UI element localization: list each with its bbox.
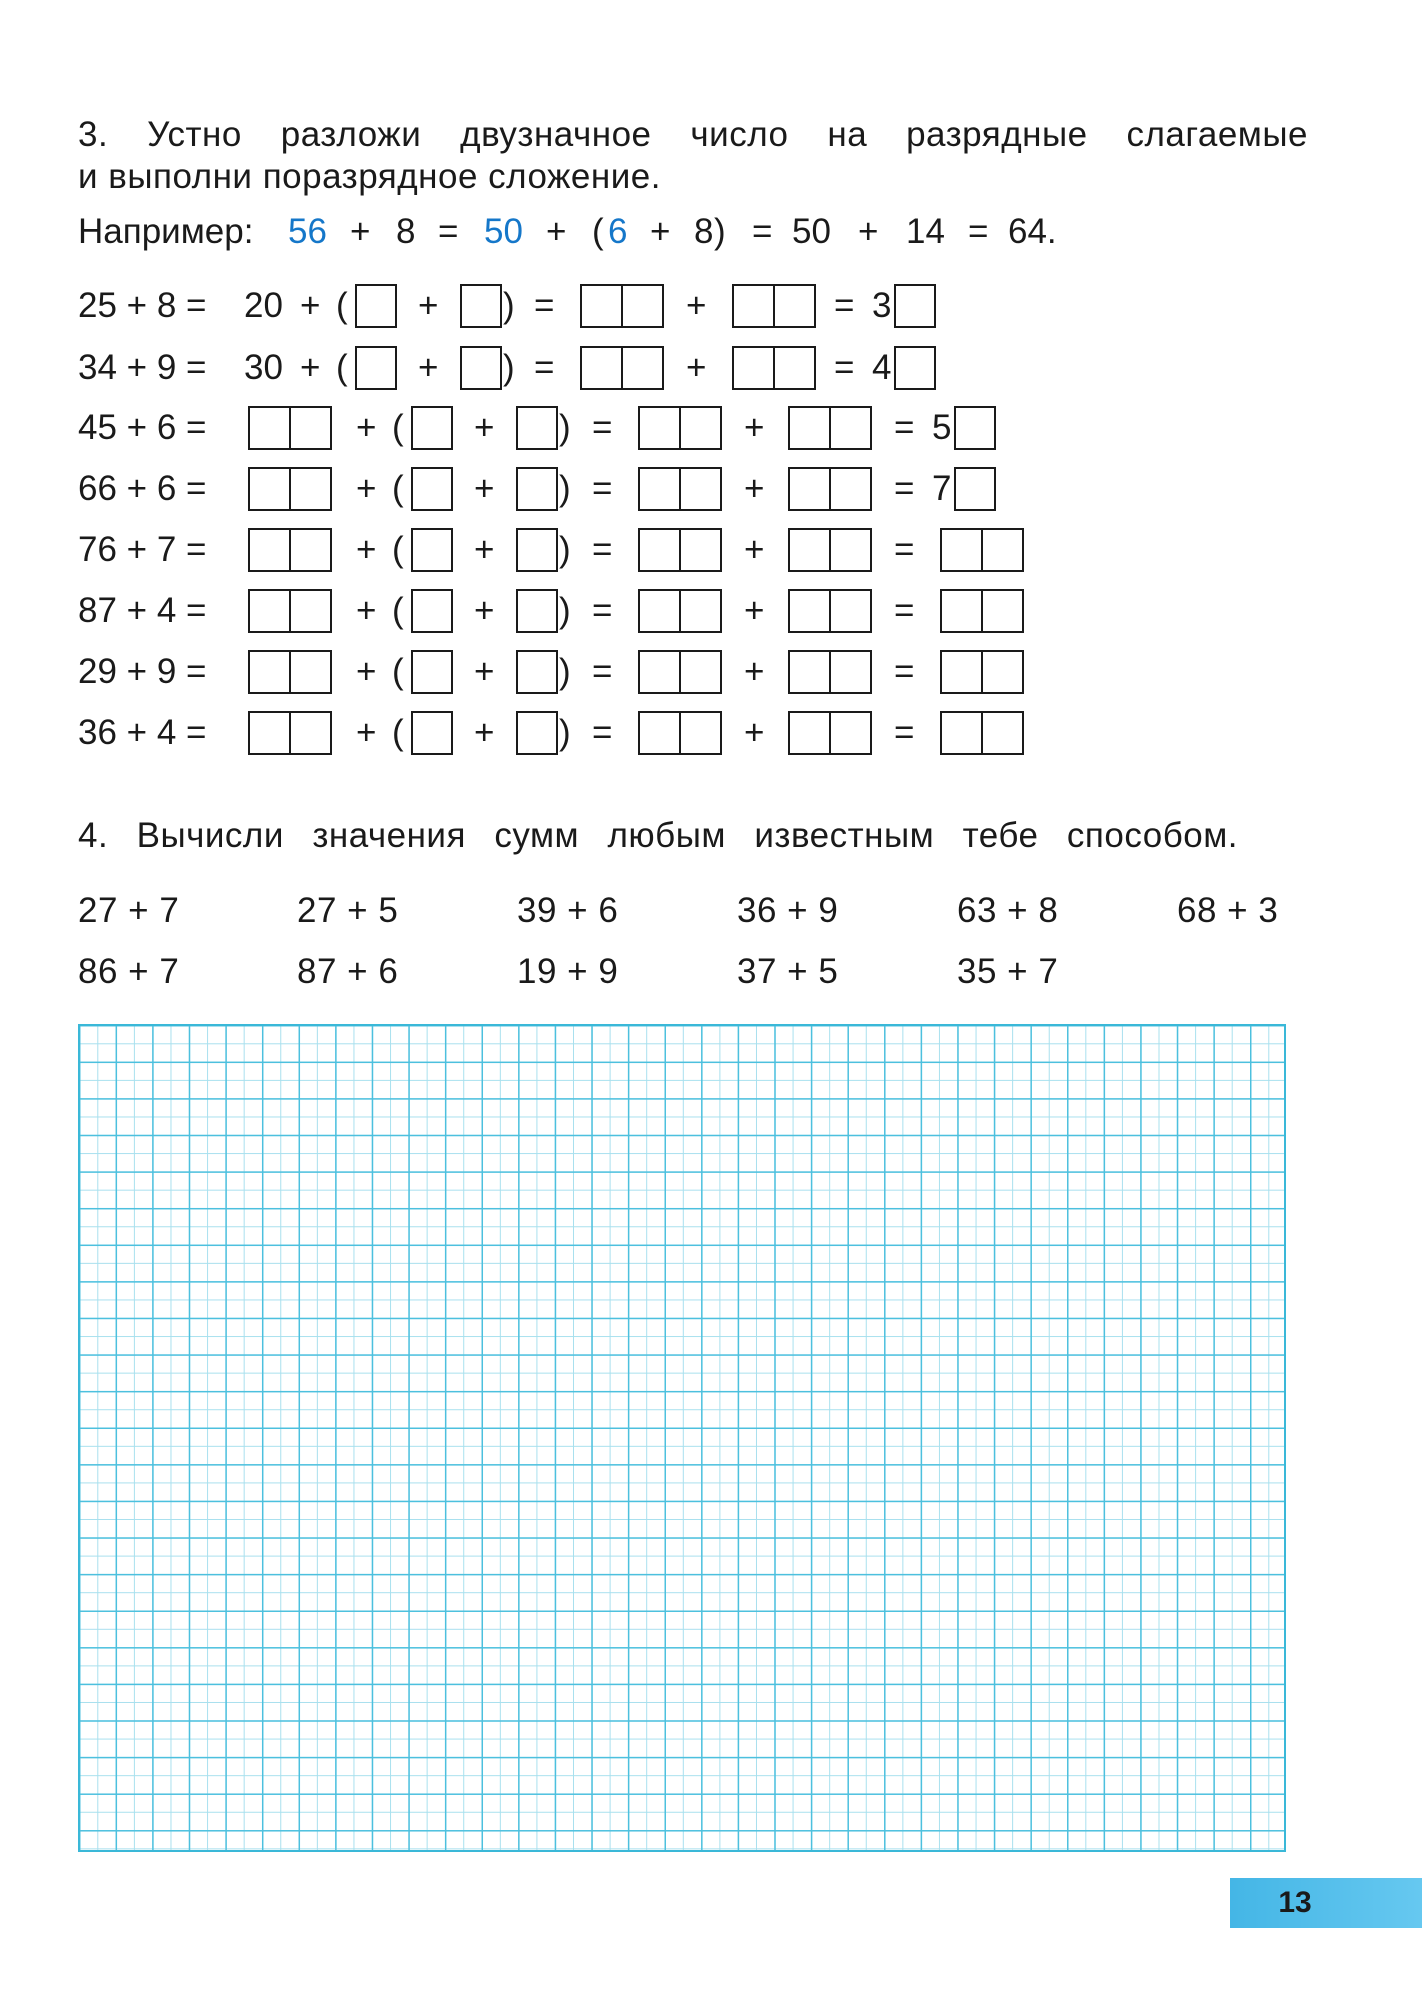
sum-expression: 35 + 7	[957, 952, 1059, 991]
answer-box[interactable]	[411, 589, 453, 633]
example-close-paren: )	[714, 212, 726, 251]
row-plus: +	[744, 591, 765, 630]
answer-box[interactable]	[411, 406, 453, 450]
answer-box-two-digit[interactable]	[788, 589, 872, 633]
row-inner-plus: +	[474, 713, 495, 752]
row-eq: =	[534, 286, 555, 325]
answer-box[interactable]	[355, 346, 397, 390]
answer-box-two-digit[interactable]	[580, 346, 664, 390]
row-plus: +	[744, 530, 765, 569]
answer-box-two-digit[interactable]	[788, 650, 872, 694]
answer-box-two-digit[interactable]	[788, 406, 872, 450]
row-close-paren: )	[559, 713, 571, 752]
row-open-paren: (	[392, 408, 404, 447]
answer-box-two-digit[interactable]	[732, 346, 816, 390]
row-eq: =	[894, 530, 915, 569]
row-expression: 45 + 6 =	[78, 408, 207, 447]
sum-expression: 86 + 7	[78, 952, 180, 991]
example-eq: =	[968, 212, 989, 251]
row-plus: +	[744, 713, 765, 752]
answer-box[interactable]	[516, 589, 558, 633]
row-inner-plus: +	[474, 652, 495, 691]
example-plus: +	[546, 212, 567, 251]
answer-box[interactable]	[516, 711, 558, 755]
answer-box[interactable]	[954, 467, 996, 511]
row-eq: =	[894, 408, 915, 447]
task3-row	[78, 404, 1078, 452]
task3-row	[78, 648, 1078, 696]
row-eq: =	[592, 530, 613, 569]
sum-expression: 27 + 5	[297, 891, 399, 930]
answer-box-two-digit[interactable]	[248, 528, 332, 572]
row-plus: +	[744, 469, 765, 508]
answer-box[interactable]	[954, 406, 996, 450]
task4-title: 4. Вычисли значения сумм любым известным тебе способом.	[78, 816, 1238, 855]
answer-box-two-digit[interactable]	[788, 467, 872, 511]
row-plus: +	[744, 652, 765, 691]
row-eq: =	[894, 469, 915, 508]
answer-box-two-digit[interactable]	[940, 589, 1024, 633]
row-eq: =	[894, 591, 915, 630]
row-plus: +	[300, 286, 321, 325]
row-open-paren: (	[392, 652, 404, 691]
example-r2: 14	[906, 212, 945, 251]
answer-box-two-digit[interactable]	[940, 711, 1024, 755]
answer-box-two-digit[interactable]	[940, 650, 1024, 694]
answer-box[interactable]	[516, 467, 558, 511]
row-result-prefix: 5	[932, 408, 952, 447]
example-units: 6	[608, 212, 628, 251]
sum-expression: 27 + 7	[78, 891, 180, 930]
answer-box[interactable]	[411, 467, 453, 511]
answer-box-two-digit[interactable]	[638, 406, 722, 450]
row-eq: =	[834, 286, 855, 325]
answer-box-two-digit[interactable]	[248, 589, 332, 633]
answer-box[interactable]	[460, 346, 502, 390]
sum-expression: 19 + 9	[517, 952, 619, 991]
row-plus: +	[356, 591, 377, 630]
row-eq: =	[592, 652, 613, 691]
sum-expression: 87 + 6	[297, 952, 399, 991]
row-open-paren: (	[336, 348, 348, 387]
row-close-paren: )	[559, 591, 571, 630]
row-result-prefix: 7	[932, 469, 952, 508]
row-inner-plus: +	[418, 348, 439, 387]
page-number: 13	[1278, 1886, 1312, 1919]
task3-row	[78, 526, 1078, 574]
row-eq: =	[592, 408, 613, 447]
row-close-paren: )	[503, 348, 515, 387]
answer-box-two-digit[interactable]	[248, 467, 332, 511]
task3-row	[78, 282, 978, 330]
answer-box-two-digit[interactable]	[940, 528, 1024, 572]
sum-expression: 37 + 5	[737, 952, 839, 991]
row-plus: +	[686, 348, 707, 387]
row-plus: +	[744, 408, 765, 447]
row-eq: =	[592, 713, 613, 752]
example-eq: =	[752, 212, 773, 251]
row-close-paren: )	[559, 652, 571, 691]
row-open-paren: (	[392, 591, 404, 630]
answer-box[interactable]	[516, 528, 558, 572]
answer-box-two-digit[interactable]	[732, 284, 816, 328]
answer-box-two-digit[interactable]	[638, 711, 722, 755]
row-eq: =	[894, 713, 915, 752]
example-eq: =	[438, 212, 459, 251]
row-result-prefix: 3	[872, 286, 892, 325]
row-open-paren: (	[392, 530, 404, 569]
row-plus: +	[356, 530, 377, 569]
row-expression: 76 + 7 =	[78, 530, 207, 569]
example-tens: 50	[484, 212, 523, 251]
row-plus: +	[300, 348, 321, 387]
answer-box[interactable]	[894, 284, 936, 328]
answer-box-two-digit[interactable]	[638, 589, 722, 633]
example-plus: +	[650, 212, 671, 251]
row-plus: +	[356, 713, 377, 752]
sum-expression: 36 + 9	[737, 891, 839, 930]
answer-box-two-digit[interactable]	[638, 650, 722, 694]
row-plus: +	[356, 652, 377, 691]
row-expression: 66 + 6 =	[78, 469, 207, 508]
answer-box[interactable]	[411, 711, 453, 755]
row-close-paren: )	[503, 286, 515, 325]
task3-row	[78, 709, 1078, 757]
page-number-tab	[1230, 1878, 1422, 1928]
row-plus: +	[686, 286, 707, 325]
answer-box[interactable]	[355, 284, 397, 328]
row-eq: =	[592, 469, 613, 508]
task3-line2: и выполни поразрядное сложение.	[78, 157, 661, 196]
example-result: 64.	[1008, 212, 1057, 251]
row-inner-plus: +	[474, 469, 495, 508]
task3-row	[78, 344, 978, 392]
sum-expression: 39 + 6	[517, 891, 619, 930]
example-plus: +	[350, 212, 371, 251]
row-inner-plus: +	[474, 408, 495, 447]
row-close-paren: )	[559, 469, 571, 508]
answer-box[interactable]	[460, 284, 502, 328]
example-a: 56	[288, 212, 327, 251]
row-inner-plus: +	[418, 286, 439, 325]
example-line	[78, 208, 1178, 256]
answer-box-two-digit[interactable]	[788, 711, 872, 755]
answer-box[interactable]	[894, 346, 936, 390]
row-tens: 30	[244, 348, 283, 387]
example-label: Например:	[78, 212, 254, 251]
row-open-paren: (	[392, 469, 404, 508]
answer-box[interactable]	[411, 528, 453, 572]
row-eq: =	[834, 348, 855, 387]
row-eq: =	[592, 591, 613, 630]
row-expression: 25 + 8 =	[78, 286, 207, 325]
answer-box-two-digit[interactable]	[248, 711, 332, 755]
row-plus: +	[356, 408, 377, 447]
answer-box-two-digit[interactable]	[638, 528, 722, 572]
answer-box-two-digit[interactable]	[248, 406, 332, 450]
answer-box[interactable]	[516, 406, 558, 450]
answer-box-two-digit[interactable]	[580, 284, 664, 328]
task3-line1: 3. Устно разложи двузначное число на разрядные слагаемые	[78, 115, 1308, 154]
row-inner-plus: +	[474, 530, 495, 569]
row-plus: +	[356, 469, 377, 508]
sum-expression: 68 + 3	[1177, 891, 1279, 930]
row-inner-plus: +	[474, 591, 495, 630]
row-tens: 20	[244, 286, 283, 325]
squared-grid-area[interactable]	[78, 1024, 1286, 1852]
row-expression: 36 + 4 =	[78, 713, 207, 752]
row-eq: =	[894, 652, 915, 691]
row-close-paren: )	[559, 408, 571, 447]
example-b2: 8	[694, 212, 714, 251]
row-eq: =	[534, 348, 555, 387]
row-expression: 87 + 4 =	[78, 591, 207, 630]
answer-box-two-digit[interactable]	[788, 528, 872, 572]
task3-row	[78, 587, 1078, 635]
example-b: 8	[396, 212, 416, 251]
row-result-prefix: 4	[872, 348, 892, 387]
example-open-paren: (	[592, 212, 604, 251]
example-r1: 50	[792, 212, 831, 251]
answer-box[interactable]	[411, 650, 453, 694]
row-close-paren: )	[559, 530, 571, 569]
answer-box[interactable]	[516, 650, 558, 694]
answer-box-two-digit[interactable]	[638, 467, 722, 511]
row-open-paren: (	[336, 286, 348, 325]
row-expression: 29 + 9 =	[78, 652, 207, 691]
row-expression: 34 + 9 =	[78, 348, 207, 387]
task3-row	[78, 465, 1078, 513]
example-plus: +	[858, 212, 879, 251]
row-open-paren: (	[392, 713, 404, 752]
answer-box-two-digit[interactable]	[248, 650, 332, 694]
sum-expression: 63 + 8	[957, 891, 1059, 930]
